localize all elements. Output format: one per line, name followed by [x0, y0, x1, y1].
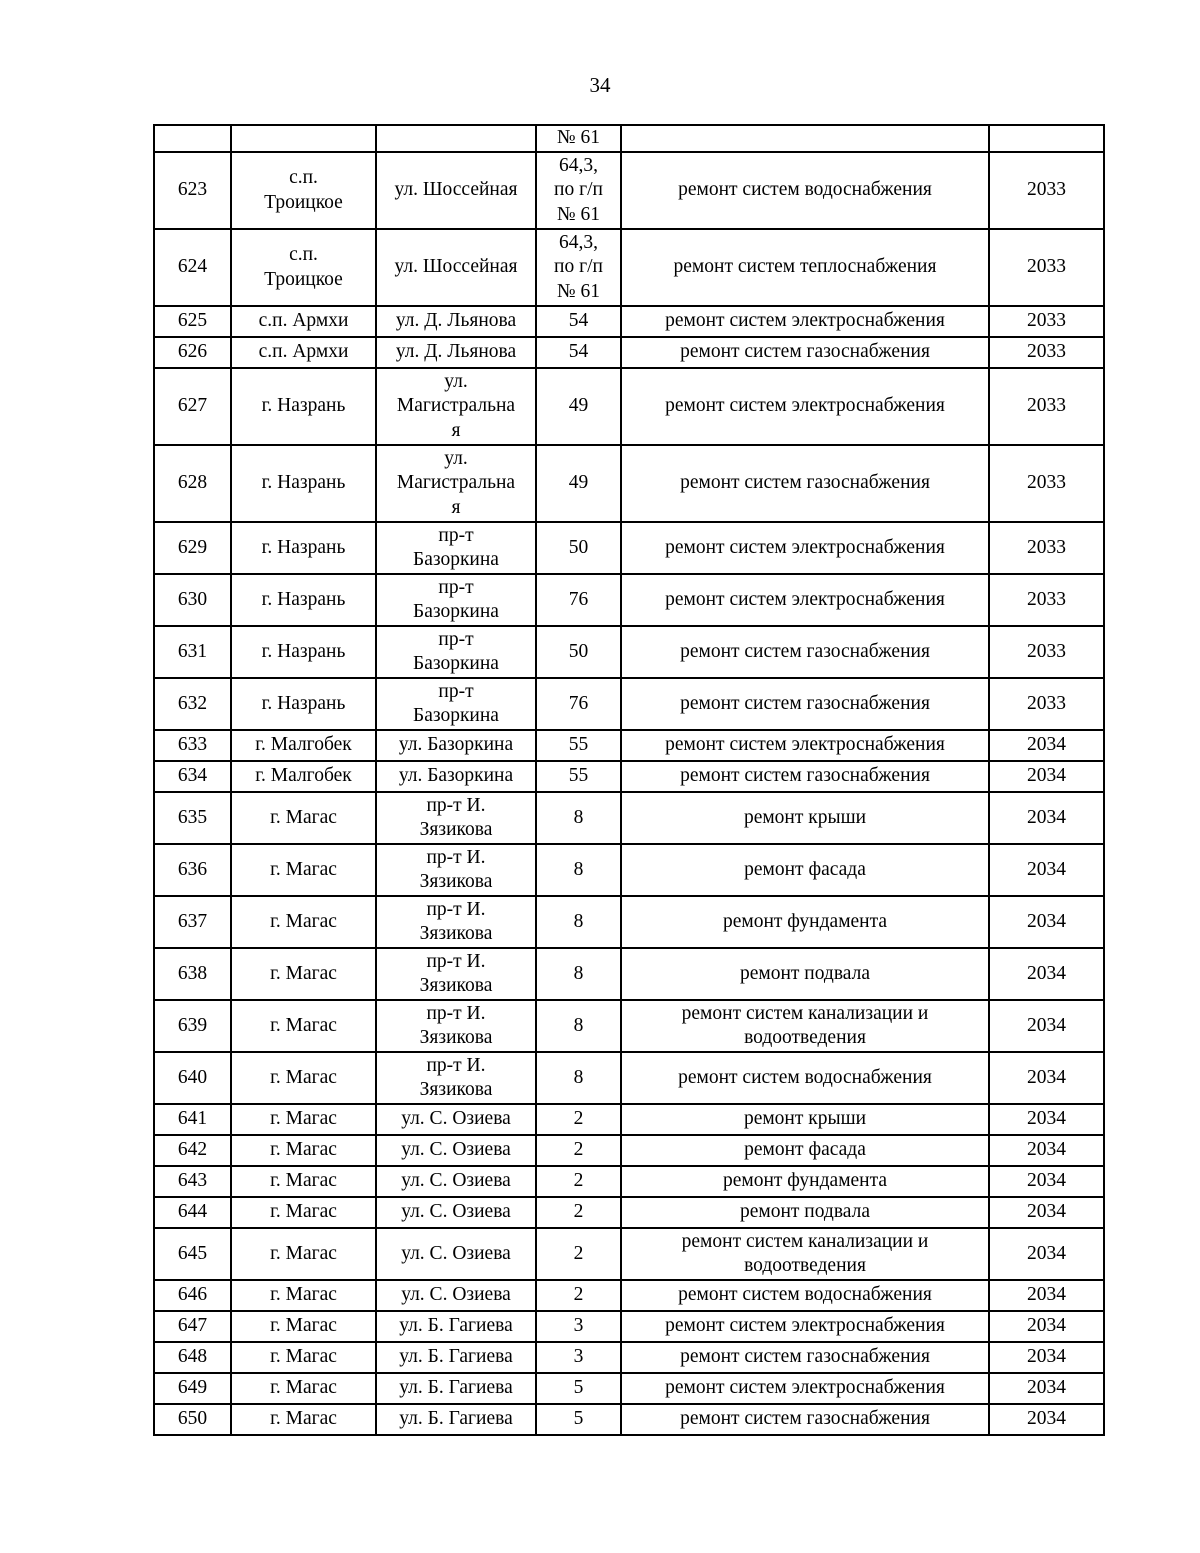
- cell-year: 2034: [989, 896, 1104, 948]
- table-row: [154, 948, 1104, 1000]
- cell-year: 2033: [989, 152, 1104, 229]
- cell-house: 8: [536, 896, 621, 948]
- cell-settlement: г. Назрань: [231, 445, 376, 522]
- table-row: [154, 730, 1104, 761]
- cell-work: ремонт крыши: [621, 792, 989, 844]
- cell-work: ремонт систем канализации и водоотведения: [621, 1228, 989, 1280]
- cell-work: ремонт систем газоснабжения: [621, 626, 989, 678]
- cell-num: 647: [154, 1311, 231, 1342]
- cell-street: пр-т Базоркина: [376, 626, 536, 678]
- table-row: [154, 522, 1104, 574]
- cell-work: ремонт подвала: [621, 1197, 989, 1228]
- cell-house: 50: [536, 522, 621, 574]
- cell-street: ул. Базоркина: [376, 761, 536, 792]
- cell-house: 49: [536, 445, 621, 522]
- cell-year: 2034: [989, 1052, 1104, 1104]
- table-row: [154, 1166, 1104, 1197]
- continuation-row: [154, 125, 1104, 152]
- table-row: [154, 1280, 1104, 1311]
- cell-num: 640: [154, 1052, 231, 1104]
- cell-street: ул. С. Озиева: [376, 1228, 536, 1280]
- cell-street: [376, 125, 536, 152]
- cell-work: ремонт систем электроснабжения: [621, 574, 989, 626]
- table-row: [154, 1052, 1104, 1104]
- cell-num: 639: [154, 1000, 231, 1052]
- cell-street: ул. С. Озиева: [376, 1104, 536, 1135]
- cell-settlement: г. Магас: [231, 1280, 376, 1311]
- table-row: [154, 678, 1104, 730]
- cell-num: 649: [154, 1373, 231, 1404]
- cell-num: 638: [154, 948, 231, 1000]
- cell-settlement: г. Магас: [231, 1166, 376, 1197]
- table-row: [154, 1135, 1104, 1166]
- cell-year: [989, 125, 1104, 152]
- cell-house: 5: [536, 1404, 621, 1435]
- cell-street: ул. Д. Льянова: [376, 306, 536, 337]
- cell-settlement: г. Малгобек: [231, 730, 376, 761]
- cell-settlement: г. Магас: [231, 1311, 376, 1342]
- page-number: 34: [589, 73, 611, 97]
- cell-work: ремонт систем теплоснабжения: [621, 229, 989, 306]
- cell-num: 625: [154, 306, 231, 337]
- cell-street: ул. Базоркина: [376, 730, 536, 761]
- cell-work: ремонт систем электроснабжения: [621, 306, 989, 337]
- cell-settlement: г. Магас: [231, 1404, 376, 1435]
- cell-house: 55: [536, 730, 621, 761]
- cell-year: 2034: [989, 948, 1104, 1000]
- cell-num: 629: [154, 522, 231, 574]
- cell-num: 634: [154, 761, 231, 792]
- table-row: [154, 445, 1104, 522]
- cell-house: 2: [536, 1135, 621, 1166]
- cell-house: 54: [536, 337, 621, 368]
- cell-street: пр-т Базоркина: [376, 678, 536, 730]
- cell-year: 2033: [989, 678, 1104, 730]
- cell-settlement: с.п. Армхи: [231, 337, 376, 368]
- cell-house: 54: [536, 306, 621, 337]
- cell-street: пр-т Базоркина: [376, 574, 536, 626]
- cell-year: 2034: [989, 1228, 1104, 1280]
- cell-settlement: г. Магас: [231, 1135, 376, 1166]
- cell-house: 76: [536, 574, 621, 626]
- cell-work: ремонт систем газоснабжения: [621, 1404, 989, 1435]
- cell-street: ул. Б. Гагиева: [376, 1404, 536, 1435]
- cell-house: 3: [536, 1311, 621, 1342]
- cell-settlement: г. Магас: [231, 896, 376, 948]
- cell-num: 642: [154, 1135, 231, 1166]
- cell-num: 632: [154, 678, 231, 730]
- table-row: [154, 844, 1104, 896]
- cell-street: ул. Б. Гагиева: [376, 1373, 536, 1404]
- table-row: [154, 368, 1104, 445]
- cell-settlement: г. Магас: [231, 844, 376, 896]
- cell-house: 2: [536, 1166, 621, 1197]
- cell-work: ремонт крыши: [621, 1104, 989, 1135]
- cell-work: ремонт систем канализации и водоотведения: [621, 1000, 989, 1052]
- cell-year: 2034: [989, 1311, 1104, 1342]
- cell-year: 2034: [989, 1373, 1104, 1404]
- cell-settlement: г. Магас: [231, 792, 376, 844]
- cell-settlement: [231, 125, 376, 152]
- table-row: [154, 306, 1104, 337]
- cell-settlement: г. Назрань: [231, 368, 376, 445]
- cell-house: 64,3, по г/п № 61: [536, 152, 621, 229]
- cell-settlement: г. Магас: [231, 1373, 376, 1404]
- repair-schedule-table: [153, 124, 1105, 1436]
- cell-year: 2034: [989, 1280, 1104, 1311]
- cell-settlement: г. Назрань: [231, 678, 376, 730]
- cell-settlement: с.п. Армхи: [231, 306, 376, 337]
- cell-settlement: г. Магас: [231, 1104, 376, 1135]
- cell-num: 641: [154, 1104, 231, 1135]
- cell-house: 2: [536, 1104, 621, 1135]
- cell-year: 2034: [989, 1404, 1104, 1435]
- cell-street: ул. С. Озиева: [376, 1135, 536, 1166]
- cell-num: 644: [154, 1197, 231, 1228]
- cell-year: 2033: [989, 368, 1104, 445]
- cell-settlement: г. Назрань: [231, 626, 376, 678]
- cell-year: 2033: [989, 337, 1104, 368]
- cell-year: 2034: [989, 1342, 1104, 1373]
- cell-year: 2034: [989, 1135, 1104, 1166]
- cell-street: пр-т И. Зязикова: [376, 896, 536, 948]
- cell-year: 2034: [989, 844, 1104, 896]
- cell-settlement: г. Магас: [231, 1197, 376, 1228]
- cell-settlement: г. Назрань: [231, 574, 376, 626]
- cell-settlement: г. Малгобек: [231, 761, 376, 792]
- table-row: [154, 1311, 1104, 1342]
- cell-year: 2034: [989, 1000, 1104, 1052]
- cell-street: пр-т И. Зязикова: [376, 948, 536, 1000]
- table-row: [154, 229, 1104, 306]
- cell-work: ремонт систем газоснабжения: [621, 445, 989, 522]
- cell-house: 50: [536, 626, 621, 678]
- cell-street: пр-т И. Зязикова: [376, 844, 536, 896]
- cell-settlement: г. Назрань: [231, 522, 376, 574]
- table-row: [154, 1104, 1104, 1135]
- cell-street: ул. Шоссейная: [376, 152, 536, 229]
- cell-num: 637: [154, 896, 231, 948]
- table-row: [154, 626, 1104, 678]
- cell-year: 2033: [989, 229, 1104, 306]
- table-row: [154, 1197, 1104, 1228]
- cell-year: 2033: [989, 445, 1104, 522]
- cell-num: 627: [154, 368, 231, 445]
- cell-street: ул. Шоссейная: [376, 229, 536, 306]
- cell-work: ремонт фундамента: [621, 896, 989, 948]
- cell-num: 635: [154, 792, 231, 844]
- cell-street: ул. С. Озиева: [376, 1166, 536, 1197]
- table-row: [154, 574, 1104, 626]
- table-row: [154, 152, 1104, 229]
- cell-settlement: г. Магас: [231, 1052, 376, 1104]
- cell-work: ремонт систем электроснабжения: [621, 1373, 989, 1404]
- cell-work: ремонт систем газоснабжения: [621, 761, 989, 792]
- cell-num: 628: [154, 445, 231, 522]
- cell-num: 624: [154, 229, 231, 306]
- cell-street: пр-т И. Зязикова: [376, 1000, 536, 1052]
- cell-settlement: г. Магас: [231, 1228, 376, 1280]
- table-row: [154, 792, 1104, 844]
- cell-street: ул. С. Озиева: [376, 1280, 536, 1311]
- cell-year: 2033: [989, 626, 1104, 678]
- cell-num: 631: [154, 626, 231, 678]
- cell-work: [621, 125, 989, 152]
- cell-num: 648: [154, 1342, 231, 1373]
- cell-house: 3: [536, 1342, 621, 1373]
- table-row: [154, 1373, 1104, 1404]
- cell-house: 2: [536, 1280, 621, 1311]
- cell-work: ремонт систем электроснабжения: [621, 368, 989, 445]
- cell-settlement: г. Магас: [231, 1000, 376, 1052]
- cell-year: 2033: [989, 306, 1104, 337]
- cell-num: 623: [154, 152, 231, 229]
- cell-num: [154, 125, 231, 152]
- cell-street: ул. С. Озиева: [376, 1197, 536, 1228]
- cell-house: 76: [536, 678, 621, 730]
- cell-work: ремонт подвала: [621, 948, 989, 1000]
- cell-house: 55: [536, 761, 621, 792]
- cell-year: 2033: [989, 574, 1104, 626]
- cell-num: 643: [154, 1166, 231, 1197]
- cell-house: 2: [536, 1228, 621, 1280]
- cell-num: 633: [154, 730, 231, 761]
- cell-street: пр-т И. Зязикова: [376, 1052, 536, 1104]
- cell-work: ремонт систем водоснабжения: [621, 1280, 989, 1311]
- cell-house: 8: [536, 1000, 621, 1052]
- cell-street: ул. Б. Гагиева: [376, 1342, 536, 1373]
- cell-num: 650: [154, 1404, 231, 1435]
- cell-year: 2034: [989, 1104, 1104, 1135]
- cell-street: пр-т И. Зязикова: [376, 792, 536, 844]
- cell-settlement: с.п. Троицкое: [231, 229, 376, 306]
- cell-year: 2034: [989, 730, 1104, 761]
- table-row: [154, 1000, 1104, 1052]
- cell-year: 2034: [989, 761, 1104, 792]
- cell-work: ремонт фасада: [621, 844, 989, 896]
- cell-work: ремонт систем газоснабжения: [621, 678, 989, 730]
- cell-house: № 61: [536, 125, 621, 152]
- cell-house: 8: [536, 948, 621, 1000]
- cell-work: ремонт систем газоснабжения: [621, 337, 989, 368]
- table-row: [154, 337, 1104, 368]
- cell-year: 2033: [989, 522, 1104, 574]
- cell-settlement: г. Магас: [231, 948, 376, 1000]
- cell-work: ремонт фасада: [621, 1135, 989, 1166]
- cell-house: 8: [536, 1052, 621, 1104]
- cell-year: 2034: [989, 1197, 1104, 1228]
- cell-work: ремонт систем водоснабжения: [621, 152, 989, 229]
- cell-work: ремонт фундамента: [621, 1166, 989, 1197]
- cell-year: 2034: [989, 1166, 1104, 1197]
- cell-work: ремонт систем электроснабжения: [621, 522, 989, 574]
- table-row: [154, 1342, 1104, 1373]
- table-row: [154, 896, 1104, 948]
- cell-house: 5: [536, 1373, 621, 1404]
- cell-num: 630: [154, 574, 231, 626]
- table-row: [154, 1228, 1104, 1280]
- cell-street: ул. Магистральна я: [376, 368, 536, 445]
- cell-num: 626: [154, 337, 231, 368]
- table-body: [154, 125, 1104, 1435]
- cell-house: 64,3, по г/п № 61: [536, 229, 621, 306]
- cell-work: ремонт систем газоснабжения: [621, 1342, 989, 1373]
- cell-street: пр-т Базоркина: [376, 522, 536, 574]
- cell-house: 8: [536, 844, 621, 896]
- cell-settlement: г. Магас: [231, 1342, 376, 1373]
- cell-street: ул. Магистральна я: [376, 445, 536, 522]
- cell-year: 2034: [989, 792, 1104, 844]
- cell-num: 636: [154, 844, 231, 896]
- cell-num: 646: [154, 1280, 231, 1311]
- cell-num: 645: [154, 1228, 231, 1280]
- cell-house: 49: [536, 368, 621, 445]
- table-row: [154, 761, 1104, 792]
- cell-work: ремонт систем электроснабжения: [621, 1311, 989, 1342]
- cell-work: ремонт систем водоснабжения: [621, 1052, 989, 1104]
- cell-street: ул. Д. Льянова: [376, 337, 536, 368]
- cell-house: 8: [536, 792, 621, 844]
- cell-settlement: с.п. Троицкое: [231, 152, 376, 229]
- table-row: [154, 1404, 1104, 1435]
- cell-house: 2: [536, 1197, 621, 1228]
- cell-street: ул. Б. Гагиева: [376, 1311, 536, 1342]
- cell-work: ремонт систем электроснабжения: [621, 730, 989, 761]
